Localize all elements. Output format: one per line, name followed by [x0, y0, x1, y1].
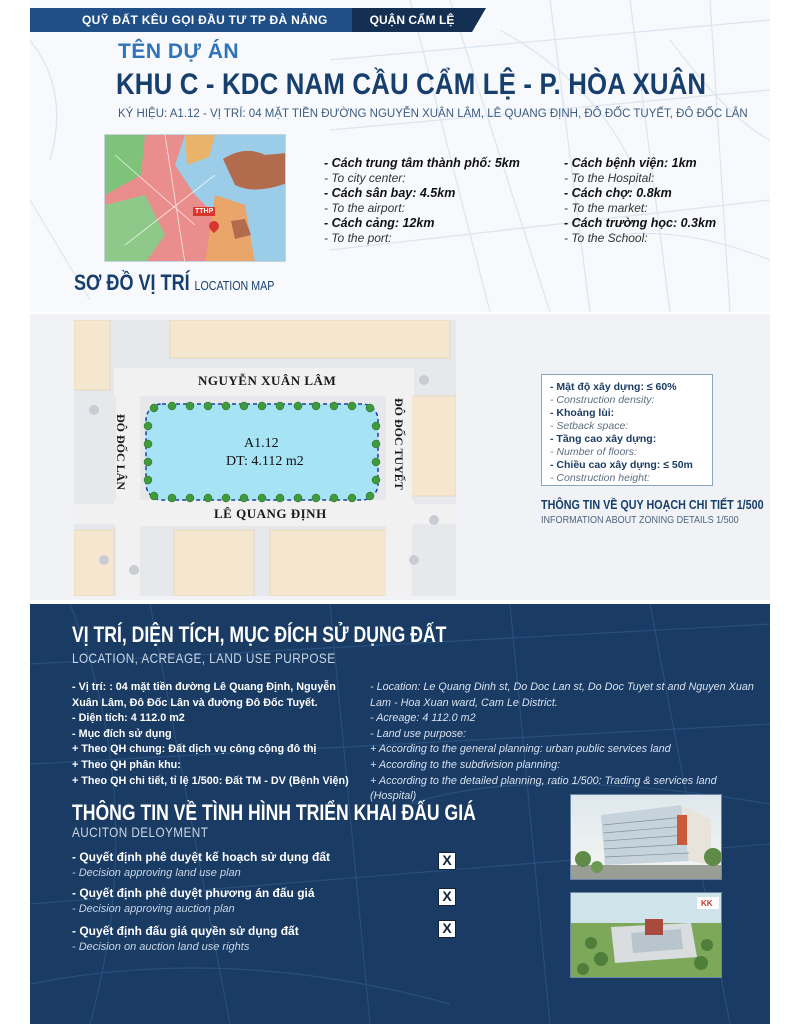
zoning-subtitle: INFORMATION ABOUT ZONING DETAILS 1/500	[541, 514, 739, 526]
zoning-height-en: - Construction height:	[550, 472, 650, 484]
land-use-subtitle: LOCATION, ACREAGE, LAND USE PURPOSE	[72, 650, 336, 666]
land-use-details-vi	[72, 680, 362, 789]
location-map-title	[74, 270, 274, 296]
auction-item-land-use-plan	[72, 850, 462, 879]
lot-area: DT: 4.112 m2	[226, 454, 304, 469]
street-label-bottom: LÊ QUANG ĐỊNH	[214, 506, 327, 521]
distance-airport-en: - To the airport:	[324, 201, 405, 215]
hospital-building-image	[571, 795, 722, 880]
land-use-auction-section	[30, 604, 770, 1024]
banner-city-label: QUỸ ĐẤT KÊU GỌI ĐẦU TƯ TP ĐÀ NẴNG	[30, 8, 360, 32]
distance-airport: - Cách sân bay: 4.5km	[324, 186, 456, 200]
distance-port: - Cách cảng: 12km	[324, 216, 435, 230]
zoning-density-en: - Construction density:	[550, 394, 655, 406]
zoning-floors: - Tầng cao xây dựng:	[550, 433, 657, 445]
land-use-acreage-en: - Acreage: 4 112.0 m2	[370, 712, 476, 725]
zoning-setback-en: - Setback space:	[550, 420, 629, 432]
zoning-density: - Mật độ xây dựng: ≤ 60%	[550, 381, 677, 393]
lot-code: A1.12	[244, 436, 279, 451]
street-label-left-text: ĐÔ ĐỐC LÂN	[114, 414, 128, 491]
distance-hospital-en: - To the Hospital:	[564, 171, 655, 185]
project-name: KHU C - KDC NAM CẦU CẨM LỆ - P. HÒA XUÂN	[116, 68, 707, 101]
svg-text:KK: KK	[701, 899, 713, 908]
distance-school-en: - To the School:	[564, 231, 648, 245]
land-use-acreage: - Diện tích: 4 112.0 m2	[72, 712, 185, 725]
distance-market: - Cách chợ: 0.8km	[564, 186, 672, 200]
auction-item-en: - Decision on auction land use rights	[72, 941, 250, 953]
street-label-top: NGUYỄN XUÂN LÂM	[198, 373, 337, 388]
zoning-height: - Chiều cao xây dựng: ≤ 50m	[550, 459, 693, 471]
location-map-title-vi: SƠ ĐỒ VỊ TRÍ	[74, 270, 190, 295]
land-use-location-en: - Location: Le Quang Dinh st, Do Doc Lan st, Do Doc Tuyet st and Nguyen Xuan Lam - Hoa Xuan ward, Cam Le District.	[370, 681, 754, 709]
site-plan-map	[74, 320, 456, 596]
checkbox-mark-land-use-plan: X	[438, 852, 456, 870]
auction-item-vi: - Quyết định phê duyệt kế hoạch sử dụng đất	[72, 850, 331, 864]
auction-item-en: - Decision approving auction plan	[72, 903, 235, 915]
distance-port-en: - To the port:	[324, 231, 392, 245]
zoning-floors-en: - Number of floors:	[550, 446, 637, 458]
auction-item-land-use-rights	[72, 924, 462, 953]
land-use-location: - Vị trí: : 04 mặt tiền đường Lê Quang Định, Nguyễn Xuân Lâm, Đô Đốc Lân và đường Đô Đốc Tuyết.	[72, 681, 336, 709]
location-map-graphic	[105, 135, 286, 262]
auction-item-auction-plan	[72, 886, 462, 915]
distance-market-en: - To the market:	[564, 201, 648, 215]
land-use-purpose-en: - Land use purpose:	[370, 727, 467, 740]
city-center-marker-label: TTHP	[195, 208, 214, 215]
land-use-general-plan: + Theo QH chung: Đất dịch vụ công cộng đô thị	[72, 743, 317, 756]
zoning-title: THÔNG TIN VỀ QUY HOẠCH CHI TIẾT 1/500	[541, 498, 764, 512]
distance-city-center-en: - To city center:	[324, 171, 406, 185]
hospital-render-photo-2	[570, 892, 722, 978]
hospital-aerial-image	[571, 893, 722, 978]
auction-title: THÔNG TIN VỀ TÌNH HÌNH TRIỂN KHAI ĐẤU GIÁ	[72, 800, 476, 825]
checkbox-mark-land-use-rights: X	[438, 920, 456, 938]
auction-subtitle: AUCITON DELOYMENT	[72, 824, 209, 840]
distance-hospital: - Cách bệnh viện: 1km	[564, 156, 697, 170]
land-use-detailed-plan-en: + According to the detailed planning, ratio 1/500: Trading & services land (Hospital)	[370, 774, 717, 803]
hospital-render-photo-1	[570, 794, 722, 880]
land-use-details-en	[370, 680, 760, 805]
street-label-right	[391, 398, 406, 498]
project-code: KÝ HIỆU: A1.12 - VỊ TRÍ: 04 MẶT TIỀN ĐƯỜNG NGUYỄN XUÂN LÂM, LÊ QUANG ĐỊNH, ĐÔ ĐỐC TUYẾT, ĐÔ ĐỐC LÂN	[118, 108, 748, 120]
project-header-section	[30, 0, 770, 312]
distance-list-left	[324, 156, 554, 246]
distance-school: - Cách trường học: 0.3km	[564, 216, 717, 230]
auction-item-en: - Decision approving land use plan	[72, 867, 241, 879]
land-use-subdivision-plan: + Theo QH phân khu:	[72, 758, 181, 771]
banner-district-label: QUẬN CẨM LỆ	[352, 8, 472, 32]
distance-city-center: - Cách trung tâm thành phố: 5km	[324, 156, 520, 170]
auction-item-vi: - Quyết định phê duyệt phương án đấu giá	[72, 886, 315, 900]
location-map-title-en: LOCATION MAP	[194, 278, 275, 293]
land-use-purpose: - Mục đích sử dụng	[72, 727, 172, 740]
land-use-subdivision-plan-en: + According to the subdivision planning:	[370, 758, 561, 771]
location-thumbnail-map	[104, 134, 286, 262]
site-plan-section	[30, 314, 770, 600]
checkbox-mark-auction-plan: X	[438, 888, 456, 906]
project-label: TÊN DỰ ÁN	[118, 40, 240, 63]
zoning-setback: - Khoảng lùi:	[550, 407, 615, 419]
auction-item-vi: - Quyết định đấu giá quyền sử dụng đất	[72, 924, 299, 938]
land-use-detailed-plan: + Theo QH chi tiết, tỉ lệ 1/500: Đất TM - DV (Bệnh Viện)	[72, 774, 349, 787]
land-use-title: VỊ TRÍ, DIỆN TÍCH, MỤC ĐÍCH SỬ DỤNG ĐẤT	[72, 622, 447, 647]
zoning-details-box	[541, 374, 713, 486]
land-use-general-plan-en: + According to the general planning: urban public services land	[370, 743, 671, 756]
street-label-right-text: ĐÔ ĐỐC TUYẾT	[392, 398, 406, 490]
distance-list-right	[564, 156, 764, 246]
top-banner	[30, 8, 500, 32]
